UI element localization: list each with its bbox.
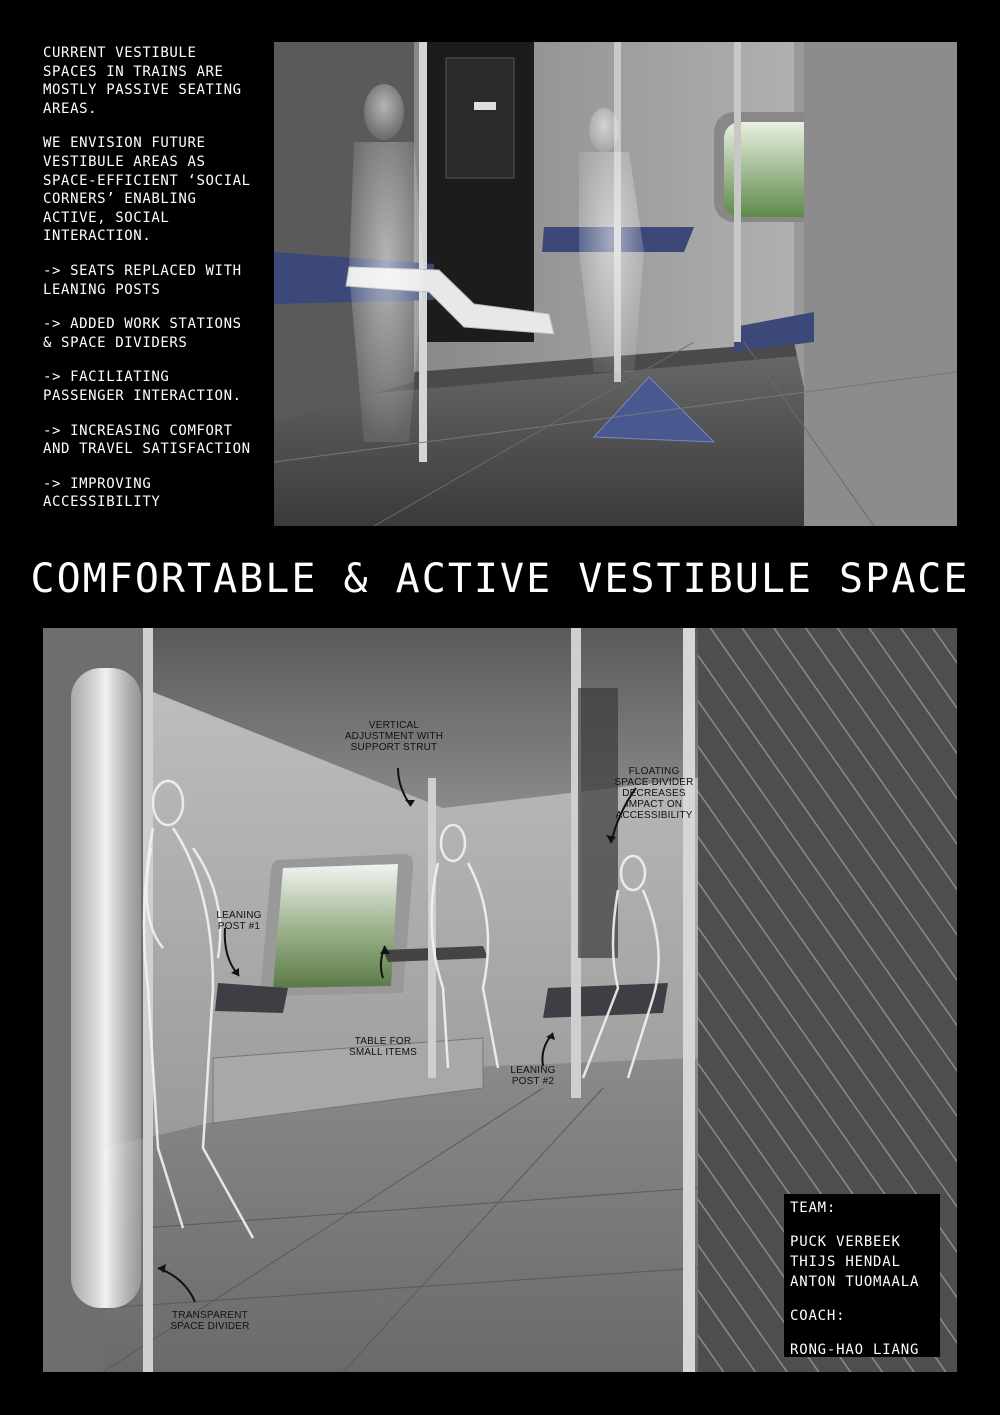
intro-paragraph-1: CURRENT VESTIBULE SPACES IN TRAINS ARE MOSTLY PASSIVE SEATING AREAS.	[43, 45, 242, 117]
intro-point: -> ADDED WORK STATIONS & SPACE DIVIDERS	[43, 316, 242, 351]
intro-paragraph-2: WE ENVISION FUTURE VESTIBULE AREAS AS SPACE-EFFICIENT ‘SOCIAL CORNERS’ ENABLING ACTIVE, SOCIAL INTERACTION.	[43, 135, 251, 245]
team-credits	[784, 1194, 940, 1357]
annotation-leaning-post-1: LEANING POST #1	[216, 910, 262, 932]
top-render-illustration	[274, 42, 957, 526]
top-interior-render	[274, 42, 957, 526]
coach-label: COACH:	[790, 1308, 846, 1324]
team-member: ANTON TUOMAALA	[790, 1274, 920, 1290]
intro-point: -> IMPROVING ACCESSIBILITY	[43, 475, 161, 511]
intro-point: -> INCREASING COMFORT AND TRAVEL SATISFACTION	[43, 422, 251, 458]
annotation-vertical-adjustment: VERTICAL ADJUSTMENT WITH SUPPORT STRUT	[344, 720, 444, 753]
page-title: COMFORTABLE & ACTIVE VESTIBULE SPACE	[30, 556, 970, 602]
annotation-floating-divider: FLOATING SPACE DIVIDER DECREASES IMPACT ON ACCESSIBILITY	[614, 766, 694, 821]
intro-text	[43, 44, 255, 528]
annotation-table: TABLE FOR SMALL ITEMS	[349, 1036, 417, 1058]
team-member: THIJS HENDAL	[790, 1254, 901, 1270]
team-member: PUCK VERBEEK	[790, 1234, 901, 1250]
intro-point: -> SEATS REPLACED WITH LEANING POSTS	[43, 262, 242, 298]
team-label: TEAM:	[790, 1200, 837, 1216]
coach-name: RONG-HAO LIANG	[790, 1342, 920, 1358]
annotation-leaning-post-2: LEANING POST #2	[510, 1065, 556, 1087]
intro-point: -> FACILIATING PASSENGER INTERACTION.	[43, 369, 242, 404]
annotation-transparent-divider: TRANSPARENT SPACE DIVIDER	[170, 1310, 250, 1332]
